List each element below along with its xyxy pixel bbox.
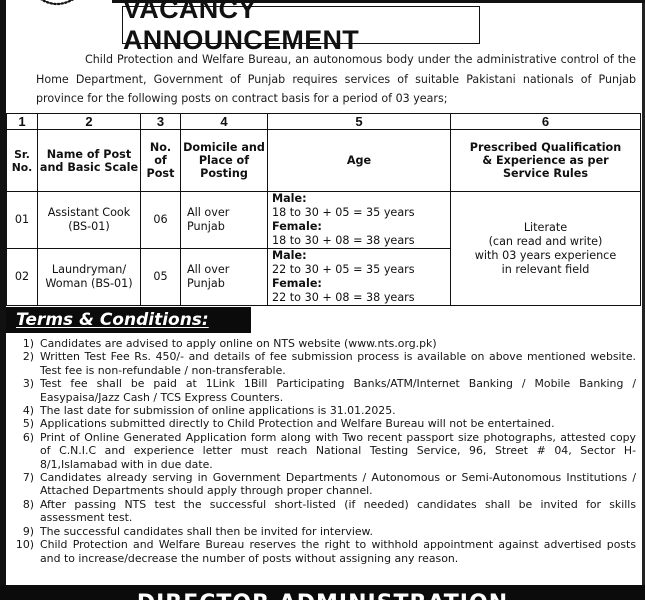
title-box	[122, 0, 480, 55]
cell-sr-no: 01	[7, 192, 38, 249]
column-number: 2	[38, 114, 141, 130]
cell-domicile: All over Punjab	[181, 192, 268, 249]
age-male-label: Male:	[272, 249, 307, 262]
column-number: 1	[7, 114, 38, 130]
terms-heading-banner	[6, 307, 251, 333]
terms-item	[8, 350, 636, 377]
terms-item-number: 8)	[22, 497, 34, 511]
terms-item	[8, 431, 636, 471]
age-female-value: 22 to 30 + 08 = 38 years	[272, 291, 415, 304]
terms-item-number: 9)	[22, 524, 34, 538]
terms-item-text: Print of Online Generated Application form along with Two recent passport size photographs, attested copy of C.N.I.C and experience letter must reach National Testing Service, 96, Street # 04, Sector H-8/1,Islamabad with in due date.	[40, 430, 636, 471]
page-title: VACANCY ANNOUNCEMENT	[123, 0, 360, 55]
age-female-value: 18 to 30 + 08 = 38 years	[272, 234, 415, 247]
terms-item	[8, 471, 636, 498]
terms-list	[8, 337, 636, 565]
column-number: 5	[268, 114, 451, 130]
age-male-value: 22 to 30 + 05 = 35 years	[272, 263, 415, 276]
age-male-label: Male:	[272, 192, 307, 205]
terms-item-text: The last date for submission of online applications is 31.01.2025.	[40, 404, 396, 418]
terms-item-number: 5)	[22, 417, 34, 431]
terms-item-number: 3)	[22, 377, 34, 391]
signatory-title: DIRECTOR ADMINISTRATION	[136, 591, 509, 616]
cell-post-name: Laundryman/ Woman (BS-01)	[38, 249, 141, 306]
qualification-line: in relevant field	[501, 262, 590, 276]
age-male-value: 18 to 30 + 05 = 35 years	[272, 206, 415, 219]
column-number-row	[7, 114, 641, 130]
cell-post-name: Assistant Cook (BS-01)	[38, 192, 141, 249]
terms-item-text: The successful candidates shall then be invited for interview.	[40, 524, 373, 538]
qualification-line: (can read and write)	[488, 234, 603, 248]
cell-no-of-post: 06	[141, 192, 181, 249]
terms-item-number: 1)	[22, 337, 34, 350]
header-row	[7, 130, 641, 192]
terms-item-text: Written Test Fee Rs. 450/- and details of fee submission process is available on above mentioned website. Test fee is non-refundable / non-transferable.	[40, 350, 636, 377]
terms-item-number: 7)	[22, 471, 34, 485]
header-age: Age	[268, 130, 451, 192]
intro-text: Child Protection and Welfare Bureau, an autonomous body under the administrative control of the Home Department, Government of Punjab requires services of suitable Pakistani nationals of Punjab province for the following posts on contract basis for a period of 03 years;	[36, 53, 636, 105]
terms-item	[8, 337, 636, 350]
terms-item	[8, 525, 636, 538]
terms-item-text: Applications submitted directly to Child Protection and Welfare Bureau will not be entertained.	[40, 417, 555, 431]
column-number: 4	[181, 114, 268, 130]
qualification-line: Literate	[523, 220, 568, 234]
terms-item	[8, 498, 636, 525]
header-qualification: Prescribed Qualification & Experience as per Service Rules	[451, 130, 641, 192]
posts-table	[6, 113, 641, 306]
terms-item-number: 10)	[15, 538, 34, 552]
cell-age	[268, 192, 451, 249]
terms-item-number: 2)	[22, 350, 34, 364]
terms-item-text: Candidates are advised to apply online on NTS website (www.nts.org.pk)	[40, 337, 437, 350]
terms-item	[8, 377, 636, 404]
cell-age	[268, 249, 451, 306]
terms-heading: Terms & Conditions:	[16, 310, 209, 330]
terms-item-text: After passing NTS test the successful short-listed (if needed) candidates shall be invited for skills assessment test.	[40, 497, 636, 525]
cell-domicile: All over Punjab	[181, 249, 268, 306]
cell-qualification	[451, 192, 641, 306]
terms-item	[8, 538, 636, 565]
cell-no-of-post: 05	[141, 249, 181, 306]
terms-item-number: 6)	[22, 430, 34, 444]
header-domicile: Domicile and Place of Posting	[181, 130, 268, 192]
age-female-label: Female:	[272, 220, 322, 233]
qualification-line: with 03 years experience	[474, 248, 617, 262]
cell-sr-no: 02	[7, 249, 38, 306]
header-post-name: Name of Post and Basic Scale	[38, 130, 141, 192]
signatory-banner	[0, 585, 645, 616]
terms-item	[8, 417, 636, 430]
intro-paragraph	[36, 50, 636, 109]
column-number: 3	[141, 114, 181, 130]
terms-item	[8, 404, 636, 417]
terms-item-text: Child Protection and Welfare Bureau reserves the right to withhold appointment against advertised posts and to increase/decrease the number of posts without assigning any reason.	[40, 538, 636, 565]
header-no-of-post: No. of Post	[141, 130, 181, 192]
table-row	[7, 192, 641, 249]
terms-item-number: 4)	[22, 404, 34, 418]
header-sr-no: Sr. No.	[7, 130, 38, 192]
age-female-label: Female:	[272, 277, 322, 290]
government-emblem-icon	[8, 0, 104, 22]
terms-item-text: Test fee shall be paid at 1Link 1Bill Participating Banks/ATM/Internet Banking / Mobile Banking / Easypaisa/Jazz Cash / TCS Express Counters.	[40, 377, 636, 404]
terms-item-text: Candidates already serving in Government Departments / Autonomous or Semi-Autonomous Institutions / Attached Departments should apply through proper channel.	[40, 471, 636, 498]
column-number: 6	[451, 114, 641, 130]
